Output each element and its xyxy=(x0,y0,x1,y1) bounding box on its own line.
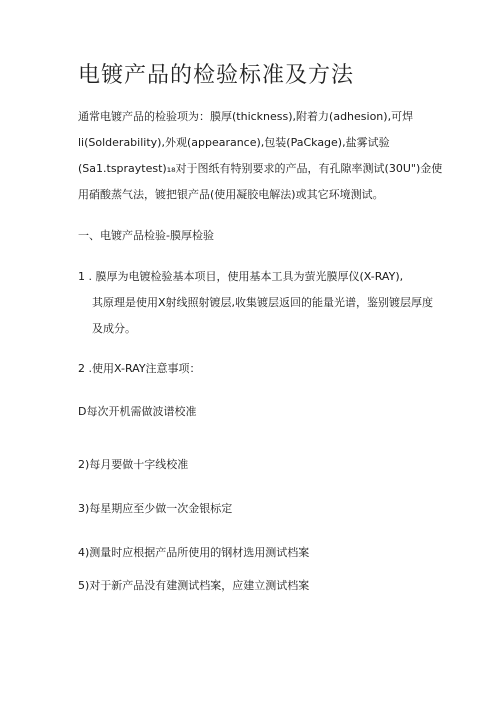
intro-line-3: (Sa1.tspraytest)₁₈对于图纸有特别要求的产品，有孔隙率测试(30U")金使 xyxy=(78,162,443,175)
intro-line-4: 用硝酸蒸气法，镀把银产品(使用凝胶电解法)或其它环境测试。 xyxy=(78,188,384,201)
item2-heading: 2 .使用X-RAY注意事项： xyxy=(78,362,201,375)
note-3: 3)每星期应至少做一次金银标定 xyxy=(78,502,233,515)
intro-line-1: 通常电镀产品的检验项为：膜厚(thickness),附着力(adhesion),可焊 xyxy=(78,110,414,123)
document-title: 电镀产品的检验标准及方法 xyxy=(78,63,355,88)
note-4: 4)测量时应根据产品所使用的钢材选用测试档案 xyxy=(78,546,310,559)
item1-line-1: 1 . 膜厚为电镀检验基本项目，使用基本工具为萤光膜厚仪(X-RAY), xyxy=(78,270,404,283)
item1-line-3: 及成分。 xyxy=(92,322,136,335)
section-heading: 一、电镀产品检验-膜厚检验 xyxy=(78,229,214,242)
note-5: 5)对于新产品没有建测试档案，应建立测试档案 xyxy=(78,579,310,592)
note-2: 2)每月要做十字线校准 xyxy=(78,458,189,471)
item1-line-2: 其原理是使用X射线照射镀层,收集镀层返回的能量光谱，鉴别镀层厚度 xyxy=(92,296,434,309)
intro-line-2: li(Solderability),外观(appearance),包装(PaCkage),盐雾试验 xyxy=(78,136,390,149)
note-1: D每次开机需做波谱校准 xyxy=(78,405,197,418)
